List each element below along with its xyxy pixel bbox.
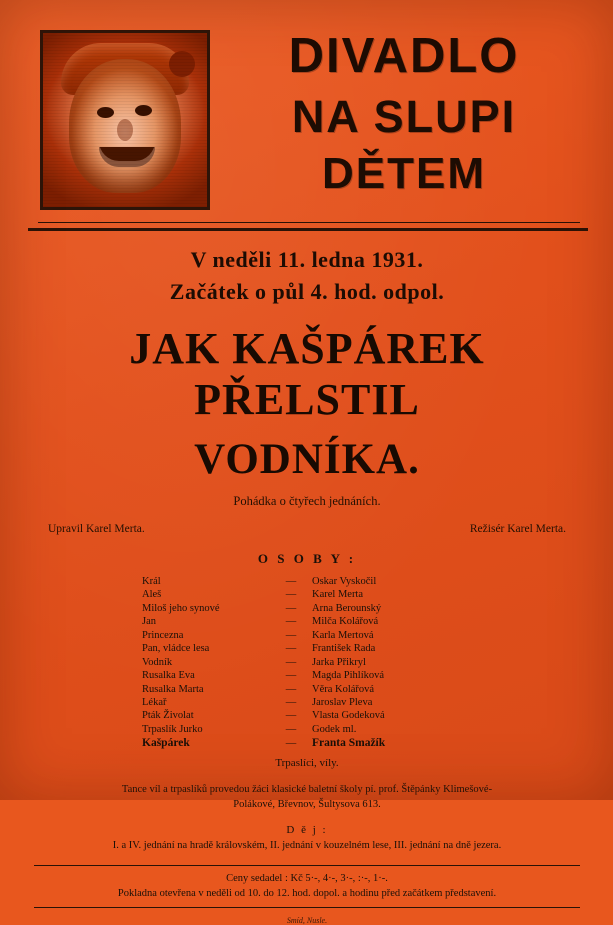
cast-role: Jan	[142, 616, 156, 628]
kasparek-portrait-icon	[43, 33, 207, 207]
cast-dash: —	[285, 670, 297, 682]
cast-dash: —	[285, 616, 297, 628]
cast-dash: —	[285, 656, 297, 668]
table-row	[142, 602, 472, 615]
table-row	[142, 709, 472, 722]
dance-note-line-2: Polákové, Břevnov, Šultysova 613.	[233, 798, 381, 810]
ticket-prices: Ceny sedadel : Kč 5·-, 4·-, 3·-, :·-, 1·-.	[226, 873, 388, 885]
photo-grain-overlay	[43, 33, 207, 207]
cast-actor: Vlasta Godeková	[312, 710, 385, 722]
cast-actor: Jarka Přikryl	[312, 656, 366, 668]
play-title-line-2: VODNÍKA.	[194, 436, 420, 483]
poster-sheet	[18, 12, 596, 925]
cast-dash: —	[285, 602, 297, 614]
cast-role: Trpaslík Jurko	[142, 723, 203, 735]
table-row	[142, 696, 472, 709]
cast-dash: —	[285, 723, 297, 735]
bottom-divider-top	[34, 865, 580, 866]
table-row	[142, 588, 472, 601]
performance-date: V neděli 11. ledna 1931.	[190, 247, 424, 272]
cast-role: Král	[142, 576, 161, 587]
credit-director: Režisér Karel Merta.	[469, 523, 566, 535]
cast-dash: —	[285, 696, 297, 708]
table-row	[142, 642, 472, 655]
kasparek-photo-frame	[40, 30, 210, 210]
cast-actor: Franta Smažík	[312, 737, 386, 750]
theatre-title-line-1: DIVADLO	[288, 29, 520, 83]
table-row	[142, 669, 472, 682]
dance-note-line-1: Tance víl a trpaslíků provedou žáci klasické baletní školy pí. prof. Štěpánky Klimešové-	[121, 783, 493, 795]
setting-description: I. a IV. jednání na hradě královském, II. jednání v kouzelném lese, III. jednání na dně jezera.	[112, 840, 502, 852]
cast-dash: —	[285, 683, 297, 695]
cast-role: Vodník	[142, 656, 173, 668]
cast-dash: —	[285, 576, 297, 587]
cast-actor: Milča Kolářová	[312, 616, 379, 628]
box-office-hours: Pokladna otevřena v neděli od 10. do 12. hod. dopol. a hodinu před začátkem představení.	[117, 888, 497, 900]
table-row	[142, 723, 472, 736]
cast-dash: —	[285, 629, 297, 641]
cast-heading: O S O B Y :	[257, 551, 357, 566]
cast-dash: —	[285, 738, 297, 750]
cast-list	[142, 575, 472, 751]
cast-role: Lékař	[142, 696, 167, 708]
cast-actor: Arna Berounský	[312, 602, 382, 614]
cast-dash: —	[285, 643, 297, 655]
cast-actor: Karel Merta	[312, 589, 364, 601]
setting-heading: D ě j :	[286, 824, 328, 837]
cast-actor: Godek ml.	[312, 723, 357, 735]
cast-role: Rusalka Eva	[142, 670, 195, 682]
poster-header	[28, 16, 588, 231]
dance-note	[18, 783, 596, 812]
header-divider	[38, 222, 580, 223]
cast-role: Miloš jeho synové	[142, 602, 220, 614]
table-row	[142, 683, 472, 696]
table-row	[142, 575, 472, 588]
cast-role: Pták Živolat	[142, 710, 194, 722]
cast-actor: Jaroslav Pleva	[312, 696, 373, 708]
table-row	[142, 736, 472, 751]
theatre-title-line-3: DĚTEM	[322, 148, 486, 198]
performance-date-block	[18, 247, 596, 305]
printer-credit: Smíd, Nusle.	[286, 916, 328, 925]
cast-actor: Věra Kolářová	[312, 683, 375, 695]
bottom-divider-bottom	[34, 907, 580, 908]
table-row	[142, 615, 472, 628]
table-row	[142, 656, 472, 669]
cast-dash: —	[285, 710, 297, 722]
cast-actor: Karla Mertová	[312, 629, 374, 641]
cast-actor: František Rada	[312, 643, 376, 655]
play-title-line-1: JAK KAŠPÁREK PŘELSTIL	[129, 324, 485, 424]
performance-time: Začátek o půl 4. hod. odpol.	[169, 279, 445, 304]
credit-adaptation: Upravil Karel Merta.	[48, 523, 145, 535]
theatre-title-line-2: NA SLUPI	[291, 90, 517, 142]
cast-actor: Magda Pihlíková	[312, 670, 385, 682]
cast-role: Aleš	[142, 589, 162, 601]
credits-row	[48, 523, 566, 535]
cast-dash: —	[285, 589, 297, 601]
theatre-title-block	[224, 24, 584, 197]
cast-footnote: Trpaslíci, víly.	[275, 756, 339, 769]
play-subtitle: Pohádka o čtyřech jednáních.	[233, 494, 381, 508]
play-title	[18, 323, 596, 484]
table-row	[142, 629, 472, 642]
cast-role: Rusalka Marta	[142, 683, 204, 695]
cast-role: Kašpárek	[142, 737, 190, 750]
cast-role: Pan, vládce lesa	[142, 643, 210, 655]
cast-role: Princezna	[142, 629, 184, 641]
cast-actor: Oskar Vyskočil	[312, 576, 377, 587]
